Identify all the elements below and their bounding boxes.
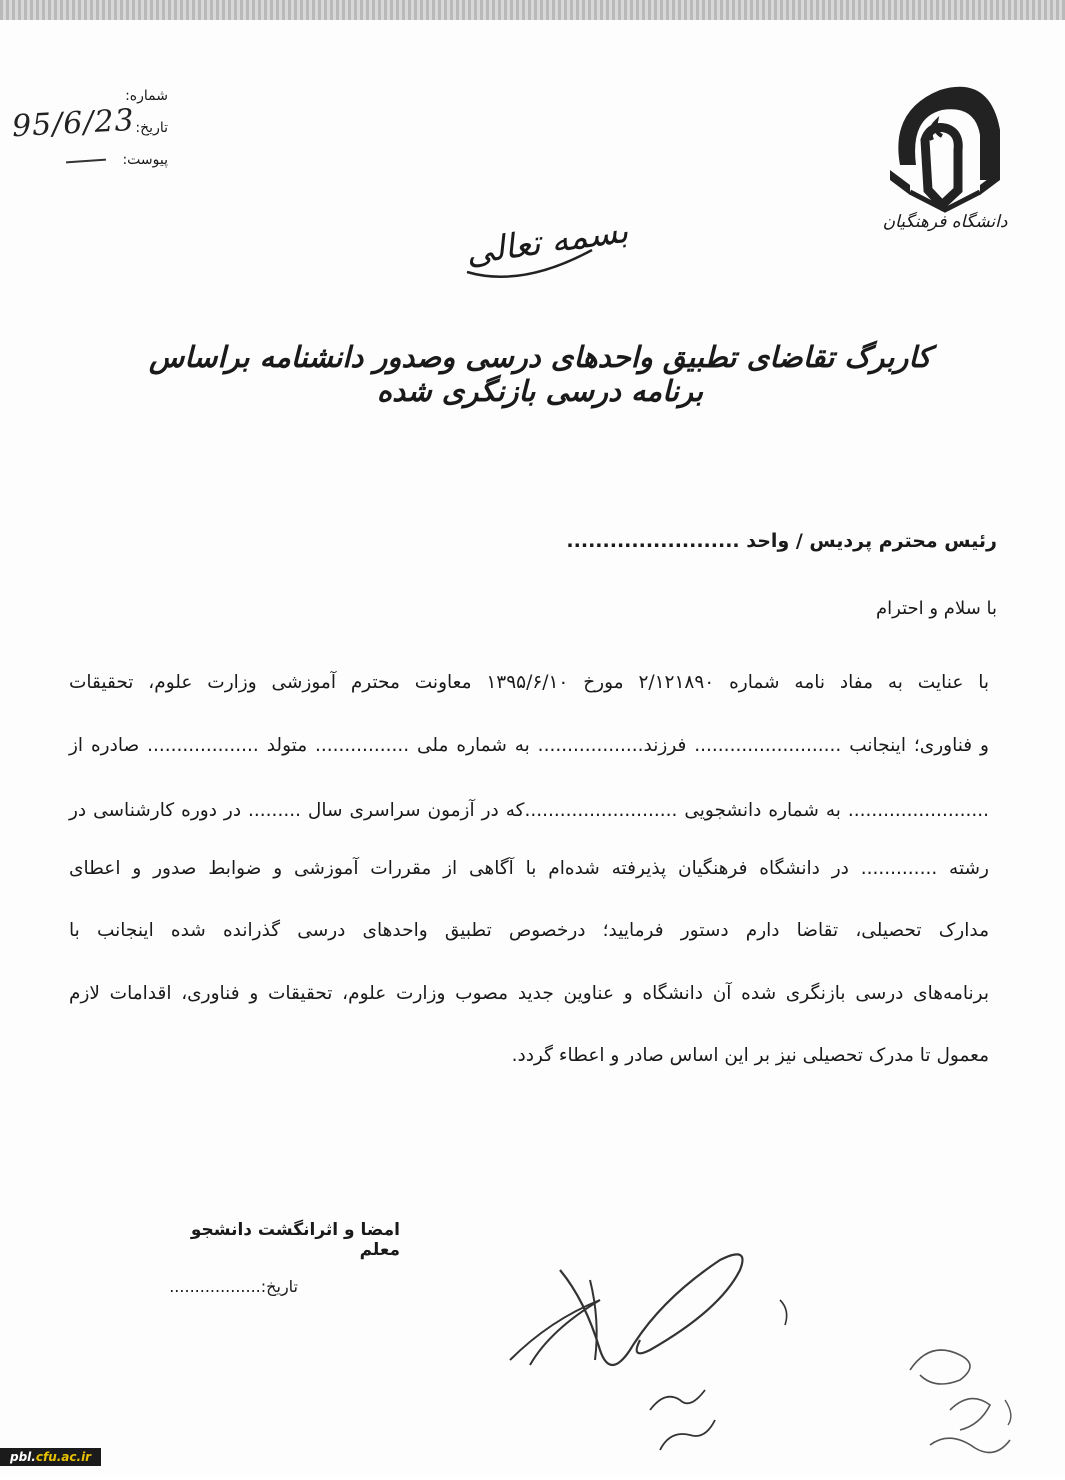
bismillah-calligraphy xyxy=(462,200,632,290)
university-name: دانشگاه فرهنگیان xyxy=(882,212,1008,232)
body-line-6: برنامه‌های درسی بازنگری شده آن دانشگاه و عناوین جدید مصوب وزارت علوم، تحقیقات و فناوری، اقدامات لازم xyxy=(69,983,989,1004)
signature-date: تاریخ:.................. xyxy=(169,1277,298,1296)
body-line-1: با عنایت به مفاد نامه شماره ۲/۱۲۱۸۹۰ مورخ ۱۳۹۵/۶/۱۰ معاونت محترم آموزشی وزارت علوم، تحقیقات xyxy=(69,672,989,693)
scan-edge-strip xyxy=(0,0,1065,20)
attachment-label: پیوست: xyxy=(122,152,168,168)
body-line-2: و فناوری؛ اینجانب ......................... فرزند.................. به شماره ملی ................ متولد ................... صادره از xyxy=(69,735,989,756)
watermark-part-1: pbl. xyxy=(10,1450,36,1464)
body-line-4: رشته ............. در دانشگاه فرهنگیان پذیرفته شده‌ام با آگاهی از مقررات آموزشی و ضوابط صدور و اعطای xyxy=(69,858,989,879)
body-line-3: ........................ به شماره دانشجویی ..........................که در آزمون سراسری سال ......... در دوره کارشناسی در xyxy=(69,800,989,821)
body-line-5: مدارک تحصیلی، تقاضا دارم دستور فرمایید؛ درخصوص تطبیق واحدهای درسی گذرانده شده اینجانب با xyxy=(69,920,989,941)
source-watermark xyxy=(0,1448,101,1466)
signature-label: امضا و اثرانگشت دانشجو معلم xyxy=(190,1220,400,1260)
number-label: شماره: xyxy=(125,88,168,104)
margin-note-icon xyxy=(890,1330,1040,1470)
bismillah-text: بسمه تعالی xyxy=(463,210,631,274)
date-label: تاریخ: xyxy=(135,120,168,136)
bismillah-flourish-icon xyxy=(462,200,632,290)
document-title: کاربرگ تقاضای تطبیق واحدهای درسی وصدور دانشنامه براساس برنامه درسی بازنگری شده xyxy=(148,340,932,408)
addressee-line: رئیس محترم پردیس / واحد ........................ xyxy=(566,530,997,552)
greeting-line: با سلام و احترام xyxy=(876,598,997,619)
handwritten-signature-icon xyxy=(490,1240,820,1480)
watermark-part-2: cfu.ac.ir xyxy=(35,1450,92,1464)
body-line-7: معمول تا مدرک تحصیلی نیز بر این اساس صادر و اعطاء گردد. xyxy=(511,1045,989,1066)
handwritten-date: 95/6/23 xyxy=(11,102,136,145)
